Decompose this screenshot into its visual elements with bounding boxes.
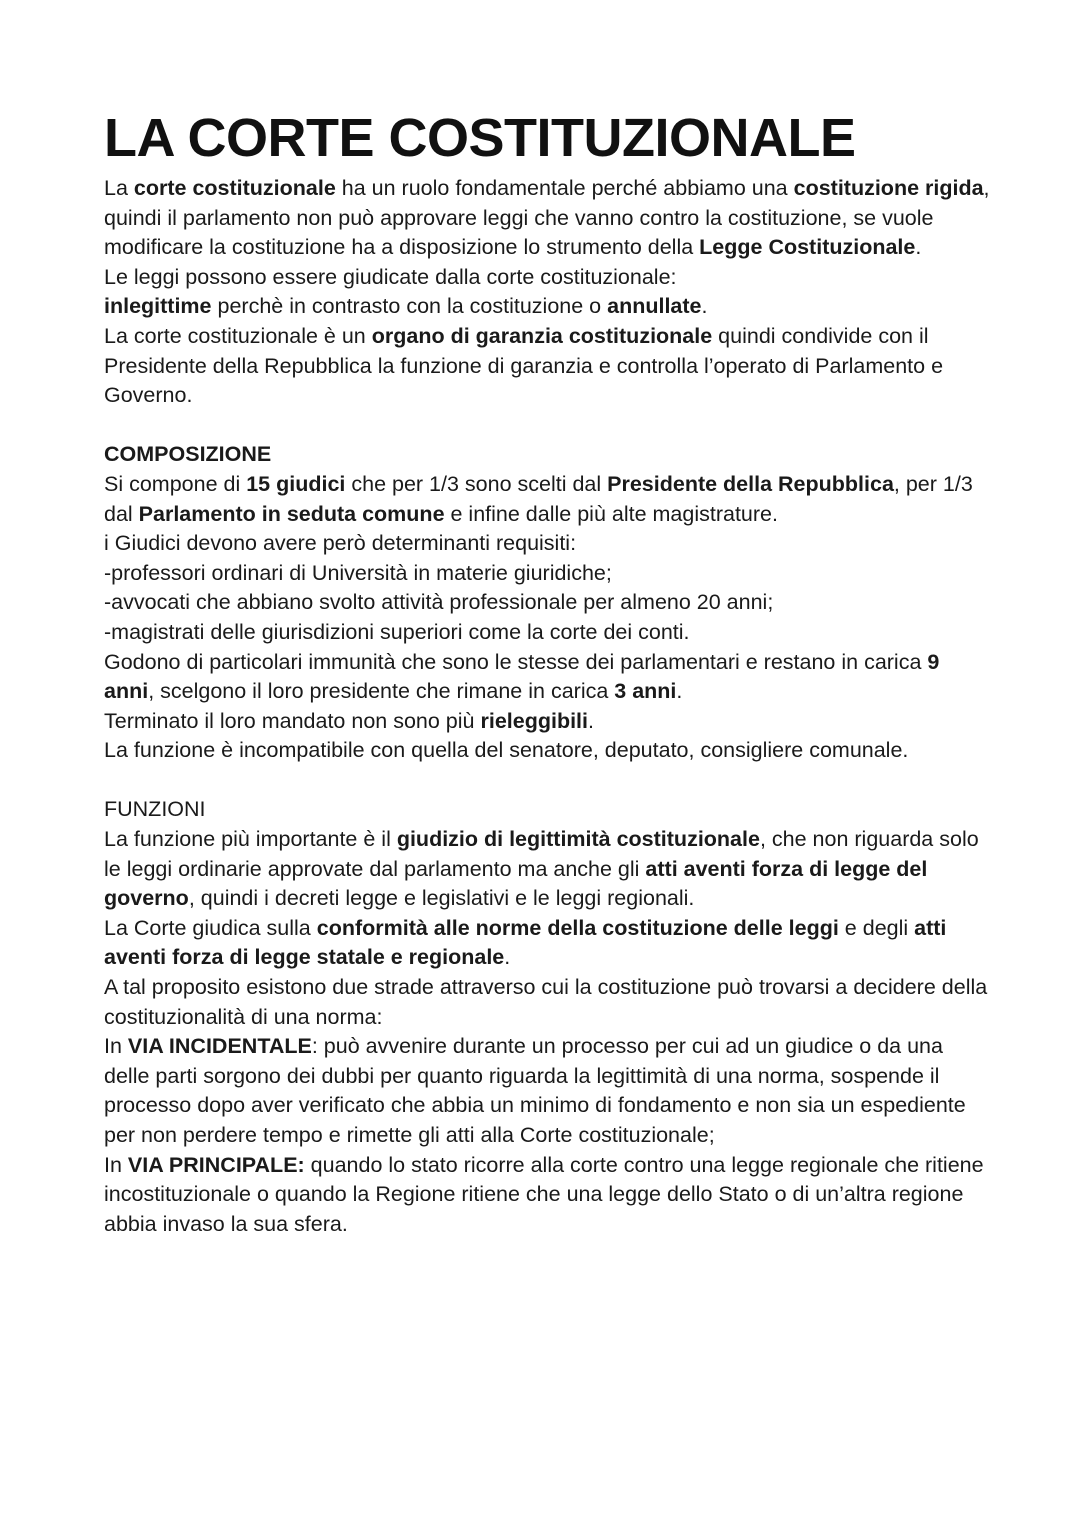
paragraph: Le leggi possono essere giudicate dalla corte costituzionale: xyxy=(104,264,677,289)
bold-term: costituzione rigida xyxy=(793,176,984,200)
bold-term: VIA INCIDENTALE xyxy=(127,1034,312,1059)
paragraph: inlegittime perchè in contrasto con la costituzione o annullate. xyxy=(104,294,708,319)
section-heading: COMPOSIZIONE xyxy=(104,442,272,467)
bold-term: annullate xyxy=(607,294,702,319)
paragraph: La Corte giudica sulla conformità alle norme della costituzione delle leggi e degli atti aventi forza di legge statale e regionale. xyxy=(104,915,947,970)
bold-term: VIA PRINCIPALE: xyxy=(127,1152,305,1177)
paragraph: In VIA PRINCIPALE: quando lo stato ricorre alla corte contro una legge regionale che ritiene incostituzionale o quando la Regione ritiene che una legge dello Stato o di un’altra regione abbia invaso la sua sfera. xyxy=(104,1152,984,1236)
paragraph: La funzione più importante è il giudizio di legittimità costituzionale, che non riguarda solo le leggi ordinarie approvate dal parlamento ma anche gli atti aventi forza di legge del governo, quindi i decreti legge e legislativi e le leggi regionali. xyxy=(104,827,979,911)
paragraph: Si compone di 15 giudici che per 1/3 sono scelti dal Presidente della Repubblica, per 1/3 dal Parlamento in seduta comune e infine dalle più alte magistrature. xyxy=(104,471,973,526)
list-item: -avvocati che abbiano svolto attività professionale per almeno 20 anni; xyxy=(104,590,774,615)
bold-term: conformità alle norme della costituzione delle leggi xyxy=(316,915,839,940)
page-title: LA CORTE COSTITUZIONALE xyxy=(104,108,856,168)
bold-term: 15 giudici xyxy=(246,471,346,496)
bold-term: organo di garanzia costituzionale xyxy=(371,323,713,348)
section-spacer xyxy=(104,411,994,441)
section-heading: FUNZIONI xyxy=(104,797,206,822)
bold-term: 3 anni xyxy=(614,679,677,704)
bold-term: giudizio di legittimità costituzionale xyxy=(396,827,760,852)
paragraph: La corte costituzionale ha un ruolo fondamentale perché abbiamo una costituzione rigida, quindi il parlamento non può approvare leggi che vanno contro la costituzione, se vuole modificare la costituzione ha a disposizione lo strumento della Legge Costituzionale. xyxy=(104,176,990,260)
intro-section xyxy=(104,174,994,411)
composizione-section xyxy=(104,440,994,766)
bold-term: corte costituzionale xyxy=(133,176,336,200)
bold-term: rieleggibili xyxy=(480,708,589,733)
bold-term: atti aventi forza di legge statale e regionale xyxy=(104,915,947,970)
bold-term: 9 anni xyxy=(104,649,940,704)
funzioni-section xyxy=(104,795,994,1239)
paragraph: Terminato il loro mandato non sono più rieleggibili. xyxy=(104,708,594,733)
bold-term: inlegittime xyxy=(104,294,212,319)
paragraph: A tal proposito esistono due strade attraverso cui la costituzione può trovarsi a decidere della costituzionalità di una norma: xyxy=(104,975,988,1029)
bold-term: atti aventi forza di legge del governo xyxy=(104,856,928,911)
bold-term: Parlamento in seduta comune xyxy=(138,501,445,526)
bold-term: Legge Costituzionale xyxy=(699,235,916,260)
list-item: -professori ordinari di Università in materie giuridiche; xyxy=(104,560,612,585)
list-item: -magistrati delle giurisdizioni superiori come la corte dei conti. xyxy=(104,619,690,644)
paragraph: Godono di particolari immunità che sono le stesse dei parlamentari e restano in carica 9 anni, scelgono il loro presidente che rimane in carica 3 anni. xyxy=(104,649,940,704)
paragraph: In VIA INCIDENTALE: può avvenire durante un processo per cui ad un giudice o da una delle parti sorgono dei dubbi per quanto riguarda la legittimità di una norma, sospende il processo dopo aver verificato che abbia un minimo di fondamento e non sia un espediente per non perdere tempo e rimette gli atti alla Corte costituzionale; xyxy=(104,1034,966,1147)
paragraph: La corte costituzionale è un organo di garanzia costituzionale quindi condivide con il Presidente della Repubblica la funzione di garanzia e controlla l’operato di Parlamento e Governo. xyxy=(104,323,944,408)
document-page xyxy=(104,108,994,1239)
paragraph: i Giudici devono avere però determinanti requisiti: xyxy=(104,531,577,556)
paragraph: La funzione è incompatibile con quella del senatore, deputato, consigliere comunale. xyxy=(104,738,909,763)
section-spacer xyxy=(104,766,994,796)
bold-term: Presidente della Repubblica xyxy=(607,471,894,496)
